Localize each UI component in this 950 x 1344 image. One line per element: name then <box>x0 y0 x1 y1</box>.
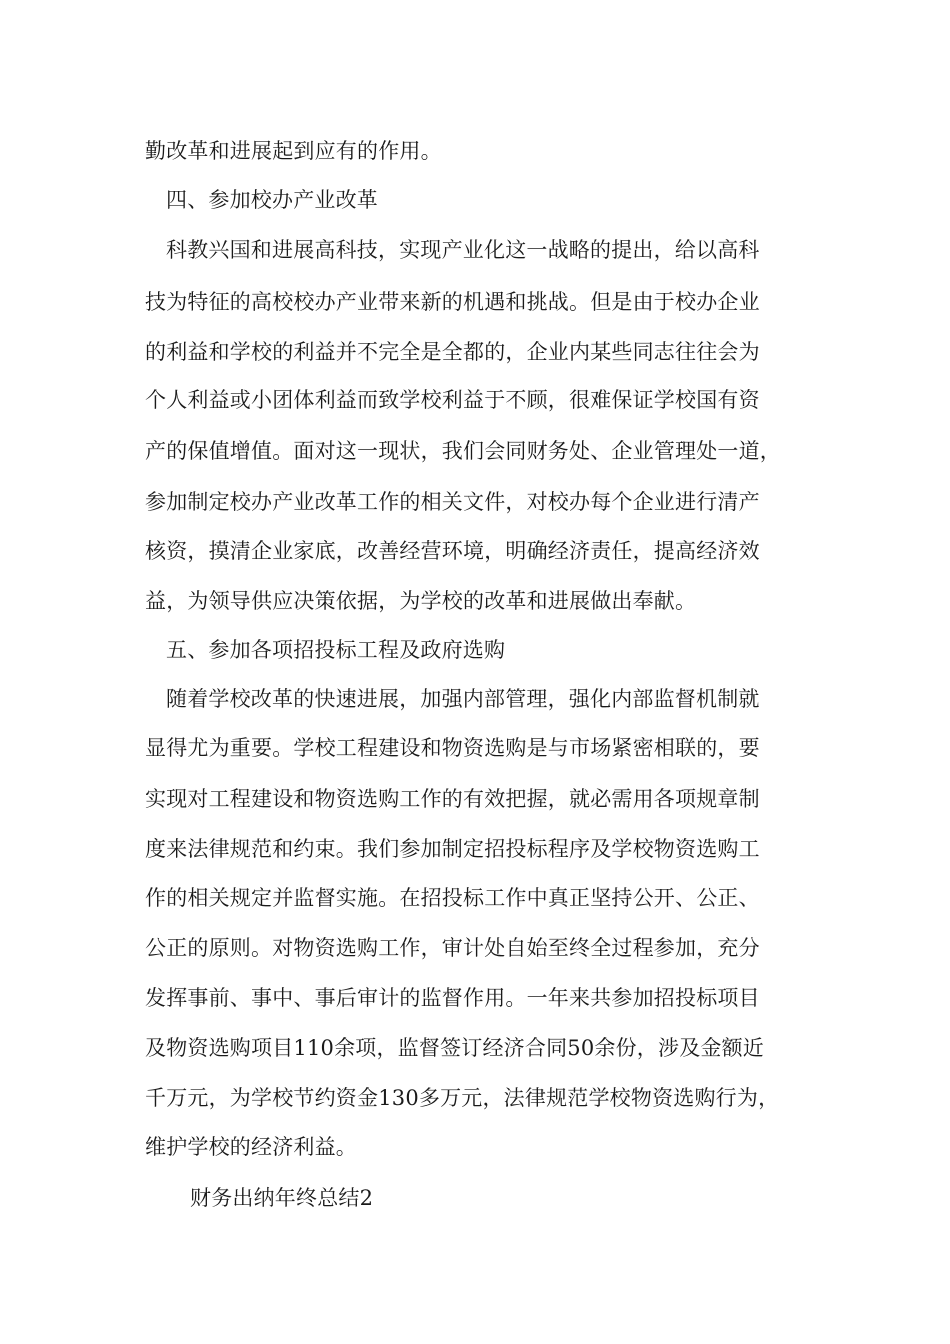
paragraph-line: 参加制定校办产业改革工作的相关文件，对校办每个企业进行清产 <box>145 490 760 514</box>
paragraph-line: 公正的原则。对物资选购工作，审计处自始至终全过程参加，充分 <box>145 936 760 960</box>
paragraph-line: 千万元，为学校节约资金130多万元，法律规范学校物资选购行为， <box>145 1086 780 1110</box>
paragraph-line: 的利益和学校的利益并不完全是全都的，企业内某些同志往往会为 <box>145 340 760 364</box>
paragraph-line: 益，为领导供应决策依据，为学校的改革和进展做出奉献。 <box>145 589 697 613</box>
document-subtitle: 财务出纳年终总结2 <box>190 1186 374 1210</box>
paragraph-line: 技为特征的高校校办产业带来新的机遇和挑战。但是由于校办企业 <box>145 290 760 314</box>
paragraph-line: 勤改革和进展起到应有的作用。 <box>145 139 442 163</box>
paragraph-line: 实现对工程建设和物资选购工作的有效把握，就必需用各项规章制 <box>145 787 760 811</box>
paragraph-line: 核资，摸清企业家底，改善经营环境，明确经济责任，提高经济效 <box>145 539 760 563</box>
paragraph-line: 个人利益或小团体利益而致学校利益于不顾，很难保证学校国有资 <box>145 388 760 412</box>
paragraph-line: 产的保值增值。面对这一现状，我们会同财务处、企业管理处一道， <box>145 439 781 463</box>
paragraph-line: 显得尤为重要。学校工程建设和物资选购是与市场紧密相联的，要 <box>145 736 760 760</box>
section-heading: 四、参加校办产业改革 <box>166 188 378 212</box>
paragraph-line: 发挥事前、事中、事后审计的监督作用。一年来共参加招投标项目 <box>145 986 760 1010</box>
paragraph-line: 维护学校的经济利益。 <box>145 1135 357 1159</box>
paragraph-line: 作的相关规定并监督实施。在招投标工作中真正坚持公开、公正、 <box>145 886 760 910</box>
paragraph-line: 度来法律规范和约束。我们参加制定招投标程序及学校物资选购工 <box>145 837 760 861</box>
paragraph-line: 科教兴国和进展高科技，实现产业化这一战略的提出，给以高科 <box>166 238 760 262</box>
paragraph-line: 随着学校改革的快速进展，加强内部管理，强化内部监督机制就 <box>166 687 760 711</box>
paragraph-line: 及物资选购项目110余项，监督签订经济合同50余份，涉及金额近 <box>145 1036 765 1060</box>
section-heading: 五、参加各项招投标工程及政府选购 <box>166 638 506 662</box>
